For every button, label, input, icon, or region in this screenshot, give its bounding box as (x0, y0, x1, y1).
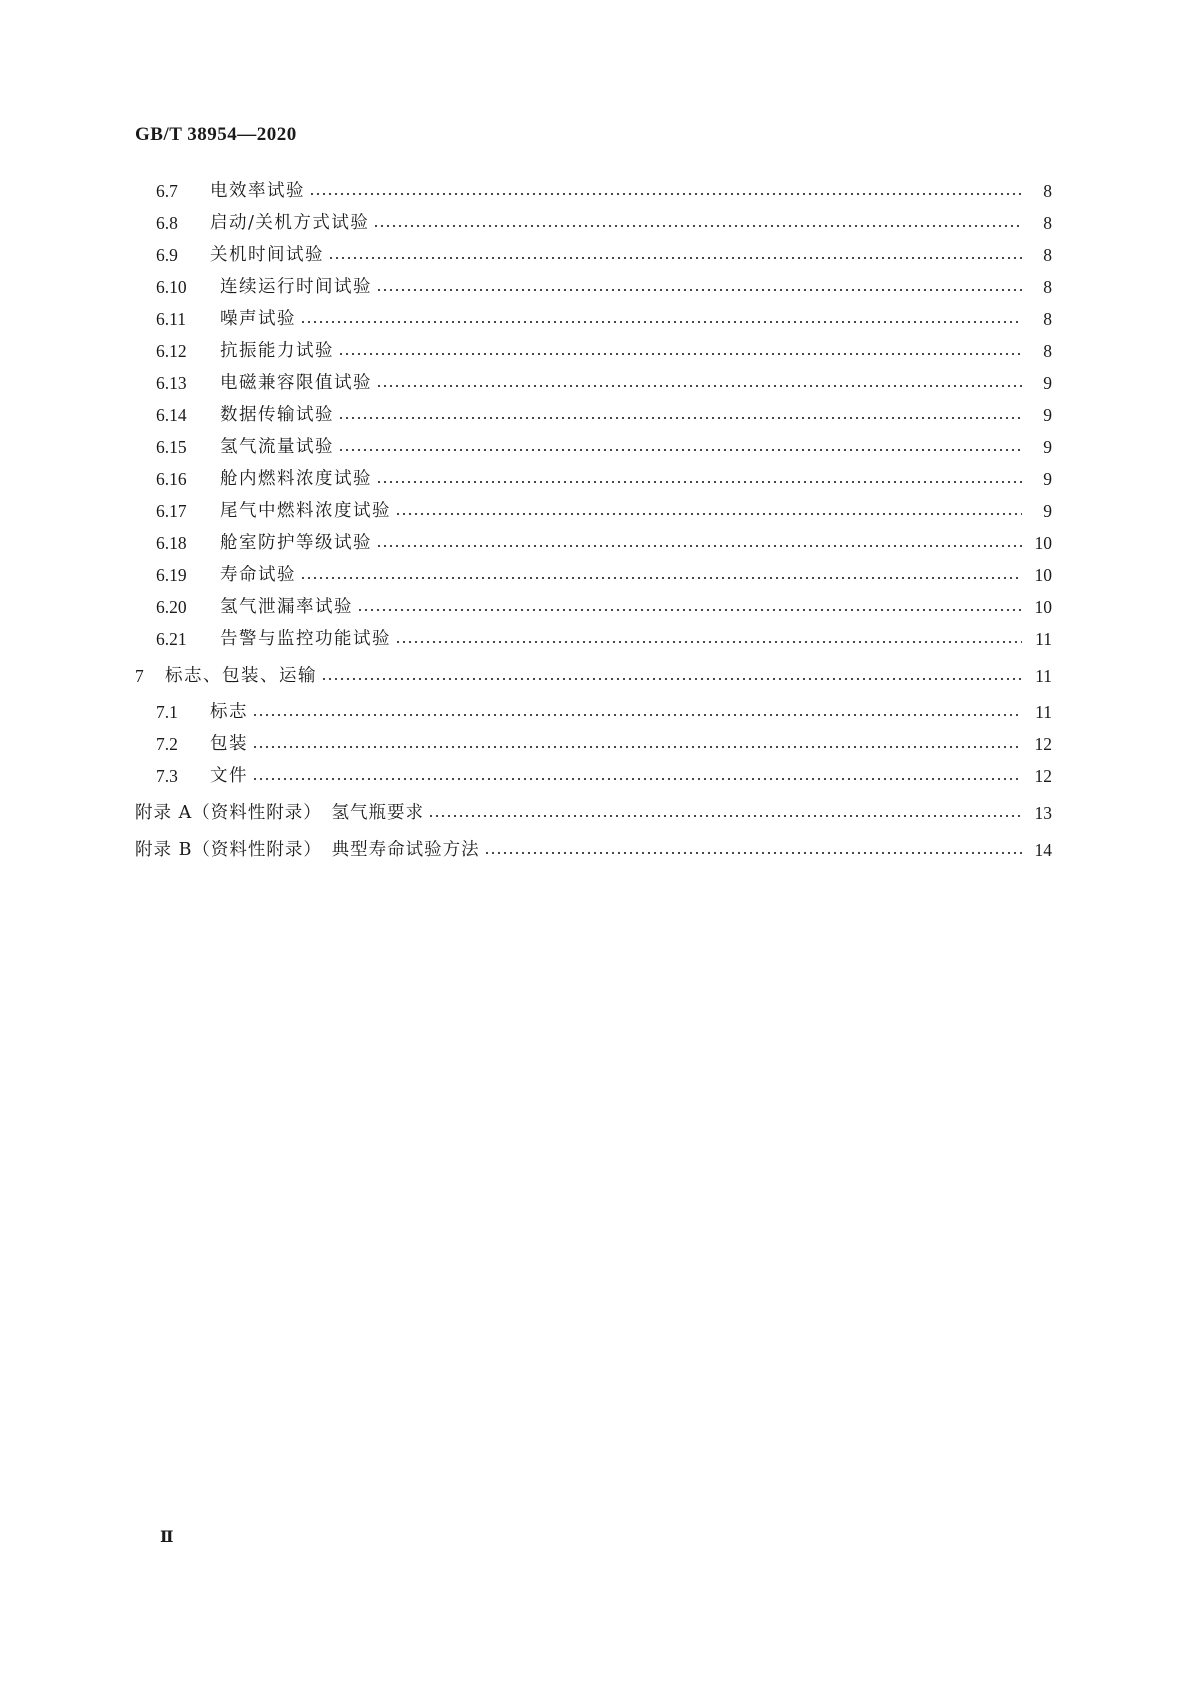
toc-entry-number: 6.14 (156, 405, 187, 425)
toc-entry-6-20[interactable] (156, 594, 1052, 620)
dot-leader (395, 511, 1022, 517)
toc-entry-page: 11 (1035, 702, 1052, 722)
dot-leader (376, 543, 1022, 549)
toc-entry-7-1[interactable] (156, 699, 1052, 725)
toc-entry-page: 8 (1043, 245, 1052, 265)
toc-entry-page: 11 (1035, 666, 1052, 686)
toc-entry-number: 6.17 (156, 501, 187, 521)
toc-entry-title: 尾气中燃料浓度试验 (220, 501, 391, 521)
toc-entry-title: 连续运行时间试验 (220, 277, 372, 297)
toc-entry-number: 7.3 (156, 766, 178, 786)
toc-entry-title: 舱内燃料浓度试验 (220, 469, 372, 489)
dot-leader (338, 447, 1022, 453)
dot-leader (300, 319, 1022, 325)
dot-leader (357, 607, 1022, 613)
toc-entry-title: 附录 B（资料性附录） 典型寿命试验方法 (135, 840, 480, 860)
toc-entry-6-10[interactable] (156, 274, 1052, 300)
toc-entry-title: 寿命试验 (220, 565, 296, 585)
toc-entry-6-17[interactable] (156, 498, 1052, 524)
toc-entry-title: 舱室防护等级试验 (220, 533, 372, 553)
toc-entry-title: 启动/关机方式试验 (210, 213, 370, 233)
toc-entry-title: 文件 (210, 766, 248, 786)
toc-entry-title: 氢气流量试验 (220, 437, 334, 457)
toc-entry-page: 8 (1043, 213, 1052, 233)
dot-leader (338, 415, 1022, 421)
toc-entry-number: 7 (135, 666, 144, 686)
dot-leader (252, 712, 1022, 718)
toc-entry-page: 8 (1043, 341, 1052, 361)
toc-entry-title: 附录 A（资料性附录） 氢气瓶要求 (135, 803, 424, 823)
toc-entry-number: 7.1 (156, 702, 178, 722)
toc-entry-number: 6.9 (156, 245, 178, 265)
toc-entry-6-14[interactable] (156, 402, 1052, 428)
toc-entry-7[interactable] (135, 663, 1052, 689)
toc-entry-page: 14 (1034, 840, 1052, 860)
toc-entry-number: 6.10 (156, 277, 187, 297)
dot-leader (376, 479, 1022, 485)
toc-entry-number: 6.7 (156, 181, 178, 201)
toc-entry-number: 6.18 (156, 533, 187, 553)
dot-leader (395, 639, 1022, 645)
toc-entry-title: 电效率试验 (210, 181, 305, 201)
toc-entry-6-8[interactable] (156, 210, 1052, 236)
dot-leader (328, 255, 1022, 261)
toc-entry-6-18[interactable] (156, 530, 1052, 556)
toc-entry-6-15[interactable] (156, 434, 1052, 460)
toc-entry-7-2[interactable] (156, 731, 1052, 757)
toc-entry-title: 关机时间试验 (210, 245, 324, 265)
toc-entry-7-3[interactable] (156, 763, 1052, 789)
toc-entry-page: 12 (1034, 766, 1052, 786)
toc-entry-title: 告警与监控功能试验 (220, 629, 391, 649)
toc-entry-6-16[interactable] (156, 466, 1052, 492)
dot-leader (484, 850, 1022, 856)
toc-entry-page: 8 (1043, 181, 1052, 201)
toc-entry-6-12[interactable] (156, 338, 1052, 364)
dot-leader (376, 287, 1022, 293)
toc-entry-title: 标志、包装、运输 (165, 666, 317, 686)
toc-entry-page: 9 (1043, 469, 1052, 489)
dot-leader (309, 191, 1022, 197)
toc-entry-page: 9 (1043, 405, 1052, 425)
toc-entry-page: 9 (1043, 373, 1052, 393)
toc-entry-page: 8 (1043, 277, 1052, 297)
toc-entry-number: 6.8 (156, 213, 178, 233)
toc-entry-number: 6.16 (156, 469, 187, 489)
toc-entry-title: 抗振能力试验 (220, 341, 334, 361)
toc-entry-title: 噪声试验 (220, 309, 296, 329)
dot-leader (376, 383, 1022, 389)
toc-entry-title: 包装 (210, 734, 248, 754)
toc-entry-number: 6.13 (156, 373, 187, 393)
toc-entry-title: 氢气泄漏率试验 (220, 597, 353, 617)
toc-entry-6-13[interactable] (156, 370, 1052, 396)
dot-leader (338, 351, 1022, 357)
dot-leader (373, 223, 1022, 229)
toc-entry-number: 7.2 (156, 734, 178, 754)
toc-entry-title: 数据传输试验 (220, 405, 334, 425)
toc-entry-6-19[interactable] (156, 562, 1052, 588)
page-folio: Ⅱ (160, 1529, 174, 1546)
toc-entry-title: 标志 (210, 702, 248, 722)
toc-entry-page: 9 (1043, 501, 1052, 521)
toc-entry-number: 6.19 (156, 565, 187, 585)
toc-entry-6-9[interactable] (156, 242, 1052, 268)
dot-leader (252, 776, 1022, 782)
toc-entry-number: 6.20 (156, 597, 187, 617)
toc-entry-page: 9 (1043, 437, 1052, 457)
toc-entry-title: 电磁兼容限值试验 (220, 373, 372, 393)
toc-entry-number: 6.12 (156, 341, 187, 361)
toc-entry-number: 6.15 (156, 437, 187, 457)
toc-entry-number: 6.11 (156, 309, 186, 329)
standard-code: GB/T 38954—2020 (135, 124, 297, 145)
toc-entry-page: 10 (1034, 565, 1052, 585)
toc-entry-number: 6.21 (156, 629, 187, 649)
toc-entry-page: 13 (1034, 803, 1052, 823)
toc-entry-appendix-b[interactable] (135, 837, 1052, 863)
toc-entry-page: 10 (1034, 533, 1052, 553)
toc-entry-page: 11 (1035, 629, 1052, 649)
toc-entry-6-11[interactable] (156, 306, 1052, 332)
toc-entry-page: 8 (1043, 309, 1052, 329)
dot-leader (252, 744, 1022, 750)
toc-entry-6-7[interactable] (156, 178, 1052, 204)
toc-entry-page: 12 (1034, 734, 1052, 754)
dot-leader (321, 676, 1022, 682)
toc-entry-6-21[interactable] (156, 626, 1052, 652)
toc-entry-page: 10 (1034, 597, 1052, 617)
toc-entry-appendix-a[interactable] (135, 800, 1052, 826)
dot-leader (428, 813, 1022, 819)
dot-leader (300, 575, 1022, 581)
